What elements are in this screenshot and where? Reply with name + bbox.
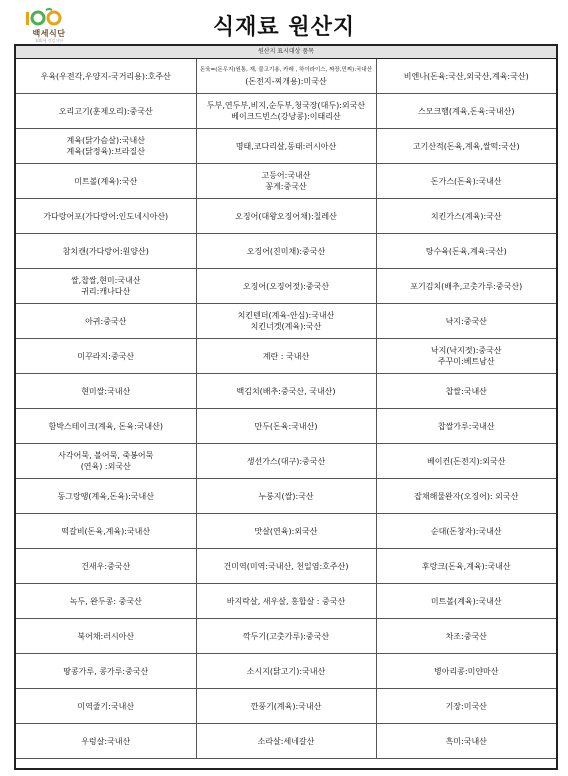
table-cell [376, 584, 556, 619]
cell-text: 미트볼(계육):국내산 [430, 596, 502, 606]
cell-text: 오리고기(훈제오리):중국산 [58, 106, 153, 116]
cell-text: 쌀,찹쌀,현미:국내산 [70, 276, 141, 285]
cell-text: 누룽지(쌀):국산 [258, 491, 314, 501]
cell-text: 만두(돈육:국내산) [254, 421, 318, 431]
cell-text: 우렁살:국내산 [81, 736, 131, 746]
cell-text: 동그랑땡(계육,돈육):국내산 [57, 491, 154, 501]
cell-text: 낙지:중국산 [445, 316, 487, 326]
table-cell [196, 654, 376, 689]
cell-text: 참치캔(가다랑어:원양산) [62, 246, 149, 256]
table-cell [196, 689, 376, 724]
cell-text: 두부,연두부,비지,순두부,청국장(대두):외국산 [206, 101, 366, 110]
table-cell [376, 304, 556, 339]
table-cell [16, 374, 196, 409]
table-cell [376, 374, 556, 409]
table-row [16, 444, 556, 479]
table-row [16, 724, 556, 759]
cell-text: 깐풍기(계육):국내산 [250, 701, 322, 711]
cell-text: 떡갈비(돈육,계육):국내산 [61, 526, 151, 536]
cell-text: 땅콩가루, 콩가루:중국산 [63, 666, 149, 676]
table-cell [16, 269, 196, 304]
table-row [16, 689, 556, 724]
table-cell [376, 234, 556, 269]
cell-text: 낙지(낙지젓):중국산 [430, 346, 502, 355]
cell-text: (연육) :외국산 [80, 462, 131, 471]
table-cell [376, 444, 556, 479]
table-cell [376, 479, 556, 514]
cell-text: (돈전지-찌개용):미국산 [245, 77, 327, 86]
table-cell [376, 654, 556, 689]
table-cell [16, 689, 196, 724]
table-row [16, 94, 556, 129]
table-cell [376, 339, 556, 374]
cell-text: 꽁게:중국산 [265, 182, 307, 191]
table-cell [376, 549, 556, 584]
cell-text: 사각어묵, 볼어묵, 죽봉어묵 [58, 451, 154, 460]
cell-text: 잡채해물완자(오징어): 외국산 [414, 491, 519, 501]
table-cell [196, 234, 376, 269]
table-cell [16, 164, 196, 199]
cell-text: 기장:미국산 [445, 701, 487, 711]
table-cell [196, 59, 376, 94]
cell-text: 바지락살, 새우살, 홍합살 : 중국산 [226, 596, 346, 606]
table-cell [376, 619, 556, 654]
cell-text: 현미쌀:국내산 [81, 386, 131, 396]
cell-text: 탕수육(돈육,계육:국산) [425, 246, 507, 256]
cell-text: 오징어(진미채):중국산 [246, 246, 326, 256]
table-cell [196, 514, 376, 549]
table-row [16, 654, 556, 689]
cell-text: 소시지(닭고기):국내산 [246, 666, 326, 676]
cell-text: 건미역(미역:국내산, 천일염:호주산) [223, 561, 349, 571]
table-cell [196, 199, 376, 234]
cell-text: 흑미:국내산 [445, 736, 487, 746]
cell-text: 북어채:러시아산 [77, 631, 135, 641]
table-cell [376, 94, 556, 129]
table-header: 원산지 표시대상 품목 [16, 46, 556, 59]
table-row [16, 584, 556, 619]
table-cell [16, 514, 196, 549]
table-cell [16, 94, 196, 129]
cell-text: 찹쌀:국내산 [445, 386, 487, 396]
cell-text: 돈가스(돈육):국내산 [430, 176, 502, 186]
cell-text: 주꾸미:베트남산 [437, 357, 495, 366]
cell-text: 차조:중국산 [445, 631, 487, 641]
table-cell [196, 94, 376, 129]
table-cell [16, 619, 196, 654]
cell-text: 우육(우전각,우양지-국거리용):호주산 [40, 71, 171, 81]
table-cell [196, 549, 376, 584]
cell-text: 계란 : 국내산 [262, 351, 310, 361]
cell-text: 오징어(대왕오징어채):칠레산 [235, 211, 337, 221]
cell-text: 미역줄기:국내산 [77, 701, 135, 711]
table-cell [376, 689, 556, 724]
table-cell [16, 234, 196, 269]
table-cell [376, 724, 556, 759]
cell-text: 건새우:중국산 [81, 561, 131, 571]
cell-text: 깍두기(고춧가루):중국산 [242, 631, 330, 641]
table-cell [16, 59, 196, 94]
cell-text: 가다랑어포(가다랑어:인도네시아산) [43, 211, 169, 221]
table-row [16, 59, 556, 94]
cell-text: 순대(돈창자):국내산 [430, 526, 502, 536]
table-cell [196, 339, 376, 374]
origin-table-container [14, 44, 558, 770]
table-row [16, 199, 556, 234]
table-cell [16, 584, 196, 619]
table-cell [16, 479, 196, 514]
cell-text: 고기산적(돈육,계육,쌀떡:국산) [412, 141, 520, 151]
cell-text: 돈육=(돈우지)원통, 재, 불고기용, 카레 , 하이라이스, 짜장,민찌):국내산 [199, 67, 373, 73]
table-row [16, 479, 556, 514]
cell-text: 스모크햄(계육,돈육:국내산) [418, 106, 515, 116]
table-row [16, 514, 556, 549]
cell-text: 녹두, 완두콩: 중국산 [69, 596, 142, 606]
table-cell [196, 374, 376, 409]
table-cell [196, 479, 376, 514]
table-cell [376, 59, 556, 94]
table-cell [16, 199, 196, 234]
cell-text: 비엔나(돈육:국산,외국산,계육:국산) [403, 71, 529, 81]
table-cell [196, 724, 376, 759]
table-cell [376, 164, 556, 199]
table-cell [196, 304, 376, 339]
cell-text: 계육(닭가슴살):국내산 [66, 136, 145, 145]
logo-subtext: 100세 건강식단 [34, 38, 64, 43]
cell-text: 함박스테이크(계육, 돈육:국내산) [48, 421, 163, 431]
cell-text: 베이컨(돈전지):외국산 [427, 456, 506, 466]
origin-table [16, 59, 556, 759]
table-row [16, 339, 556, 374]
cell-text: 치킨너겟(계육):국산 [250, 322, 322, 331]
table-row [16, 409, 556, 444]
cell-text: 치킨텐더(계육-안심):국내산 [237, 311, 335, 320]
table-cell [196, 619, 376, 654]
cell-text: 고등어:국내산 [261, 171, 311, 180]
cell-text: 생선가스(대구):중국산 [246, 456, 326, 466]
cell-text: 맛살(연육):외국산 [254, 526, 318, 536]
cell-text: 아귀:중국산 [85, 316, 127, 326]
table-row [16, 234, 556, 269]
cell-text: 베이크드빈스(강낭콩):이태리산 [231, 112, 341, 121]
logo-text: 백세식단 [32, 29, 66, 38]
table-cell [376, 409, 556, 444]
cell-text: 소라살:세네갈산 [257, 736, 315, 746]
cell-text: 오징어(오징어젓):중국산 [242, 281, 330, 291]
cell-text: 백김치(배추:중국산, 국내산) [236, 386, 336, 396]
cell-text: 계육(닭정육):브라질산 [66, 147, 145, 156]
table-cell [16, 654, 196, 689]
cell-text: 포기김치(배추,고춧가루:중국산) [410, 281, 523, 291]
table-cell [196, 164, 376, 199]
table-cell [16, 444, 196, 479]
table-cell [376, 129, 556, 164]
table-cell [196, 129, 376, 164]
table-cell [196, 409, 376, 444]
table-cell [196, 269, 376, 304]
table-row [16, 164, 556, 199]
table-cell [376, 269, 556, 304]
table-cell [16, 724, 196, 759]
table-cell [16, 129, 196, 164]
cell-text: 미꾸라지:중국산 [77, 351, 135, 361]
table-cell [376, 199, 556, 234]
cell-text: 치킨가스(계육):국산 [430, 211, 502, 221]
table-row [16, 129, 556, 164]
cell-text: 찹쌀가루:국내산 [437, 421, 495, 431]
table-cell [196, 444, 376, 479]
table-row [16, 269, 556, 304]
table-row [16, 374, 556, 409]
table-cell [16, 549, 196, 584]
table-cell [376, 514, 556, 549]
cell-text: 병아리콩:미얀마산 [433, 666, 499, 676]
table-cell [16, 409, 196, 444]
table-row [16, 619, 556, 654]
cell-text: 후랑크(돈육,계육):국내산 [421, 561, 511, 571]
table-cell [16, 339, 196, 374]
page-title: 식재료 원산지 [212, 15, 356, 40]
table-row [16, 304, 556, 339]
table-cell [196, 584, 376, 619]
table-cell [16, 304, 196, 339]
cell-text: 명태,코다리살,동태:러시아산 [235, 141, 337, 151]
cell-text: 귀리:캐나다산 [81, 287, 131, 296]
cell-text: 미트볼(계육):국산 [74, 176, 138, 186]
table-row [16, 549, 556, 584]
